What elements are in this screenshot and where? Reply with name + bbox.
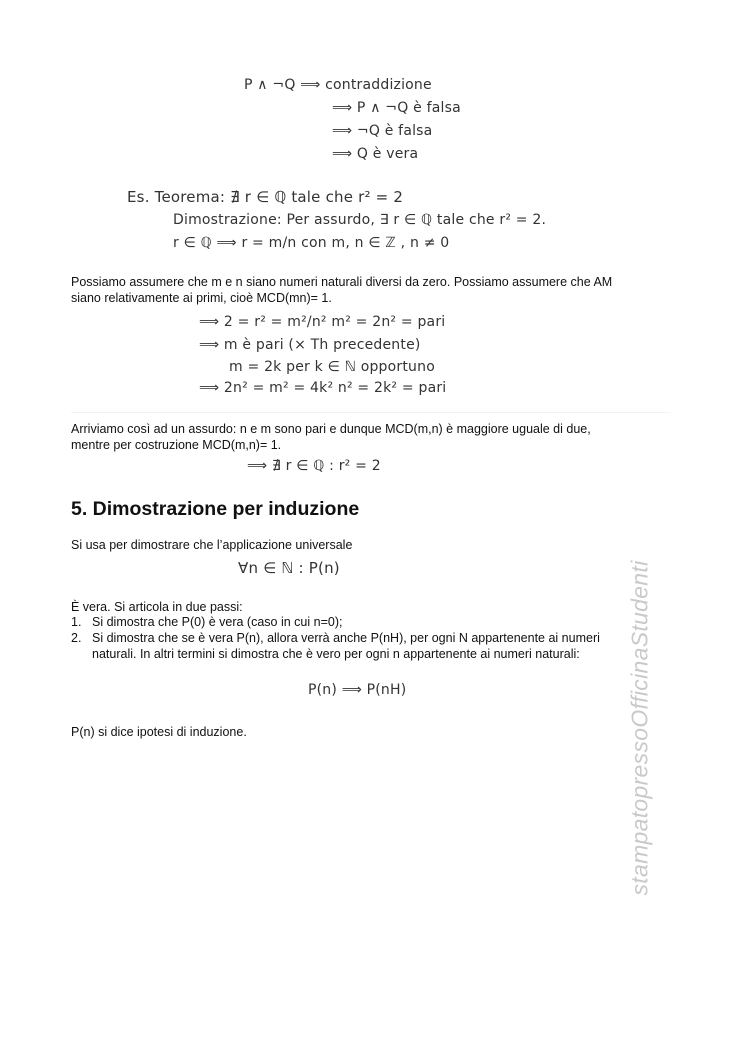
- list-text: Si dimostra che P(0) è vera (caso in cui n=0);: [92, 615, 343, 629]
- handwritten-line: ⟹ m è pari (× Th precedente): [199, 337, 421, 353]
- section-heading: 5. Dimostrazione per induzione: [71, 498, 360, 520]
- handwritten-line: ⟹ ¬Q è falsa: [332, 123, 433, 139]
- divider: [71, 412, 671, 413]
- list-number: 2.: [71, 631, 82, 645]
- closing-line: P(n) si dice ipotesi di induzione.: [71, 725, 247, 739]
- list-text: Si dimostra che se è vera P(n), allora verrà anche P(nH), per ogni N appartenente ai numeri: [92, 631, 600, 645]
- handwritten-forall: ∀n ∈ ℕ : P(n): [238, 559, 340, 577]
- handwritten-conclusion: ⟹ ∄ r ∈ ℚ : r² = 2: [247, 458, 381, 474]
- paragraph: [71, 724, 671, 740]
- handwritten-implication: P(n) ⟹ P(nH): [308, 682, 407, 698]
- handwritten-line: ⟹ 2n² = m² = 4k² n² = 2k² = pari: [199, 380, 447, 396]
- paragraph-line: siano relativamente ai primi, cioè MCD(mn)= 1.: [71, 291, 332, 305]
- watermark: stampatopressoOfficinaStudenti: [626, 560, 653, 896]
- list-number: 1.: [71, 615, 82, 629]
- paragraph-line: Arriviamo così ad un assurdo: n e m sono pari e dunque MCD(m,n) è maggiore uguale di due,: [71, 422, 591, 436]
- handwritten-line: Dimostrazione: Per assurdo, ∃ r ∈ ℚ tale che r² = 2.: [173, 212, 547, 228]
- paragraph: [71, 421, 671, 453]
- paragraph-line: mentre per costruzione MCD(m,n)= 1.: [71, 438, 282, 452]
- induction-intro: Si usa per dimostrare che l’applicazione universale: [71, 538, 353, 552]
- steps-list: [71, 614, 671, 662]
- handwritten-line: P ∧ ¬Q ⟹ contraddizione: [244, 77, 432, 93]
- handwritten-line: Es. Teorema: ∄ r ∈ ℚ tale che r² = 2: [127, 188, 404, 206]
- handwritten-line: m = 2k per k ∈ ℕ opportuno: [229, 359, 435, 375]
- paragraph: [71, 274, 671, 306]
- handwritten-line: ⟹ 2 = r² = m²/n² m² = 2n² = pari: [199, 314, 446, 330]
- paragraph-line: Possiamo assumere che m e n siano numeri naturali diversi da zero. Possiamo assumere che AM: [71, 275, 613, 289]
- handwritten-line: ⟹ P ∧ ¬Q è falsa: [332, 100, 461, 116]
- paragraph: [71, 537, 671, 553]
- list-item: [71, 630, 671, 662]
- handwritten-line: ⟹ Q è vera: [332, 146, 419, 162]
- list-text: naturali. In altri termini si dimostra che è vero per ogni n appartenente ai numeri naturali:: [92, 647, 580, 661]
- paragraph: [71, 599, 671, 615]
- list-item: [71, 614, 671, 630]
- handwritten-line: r ∈ ℚ ⟹ r = m/n con m, n ∈ ℤ , n ≠ 0: [173, 235, 450, 251]
- steps-intro: È vera. Si articola in due passi:: [71, 600, 243, 614]
